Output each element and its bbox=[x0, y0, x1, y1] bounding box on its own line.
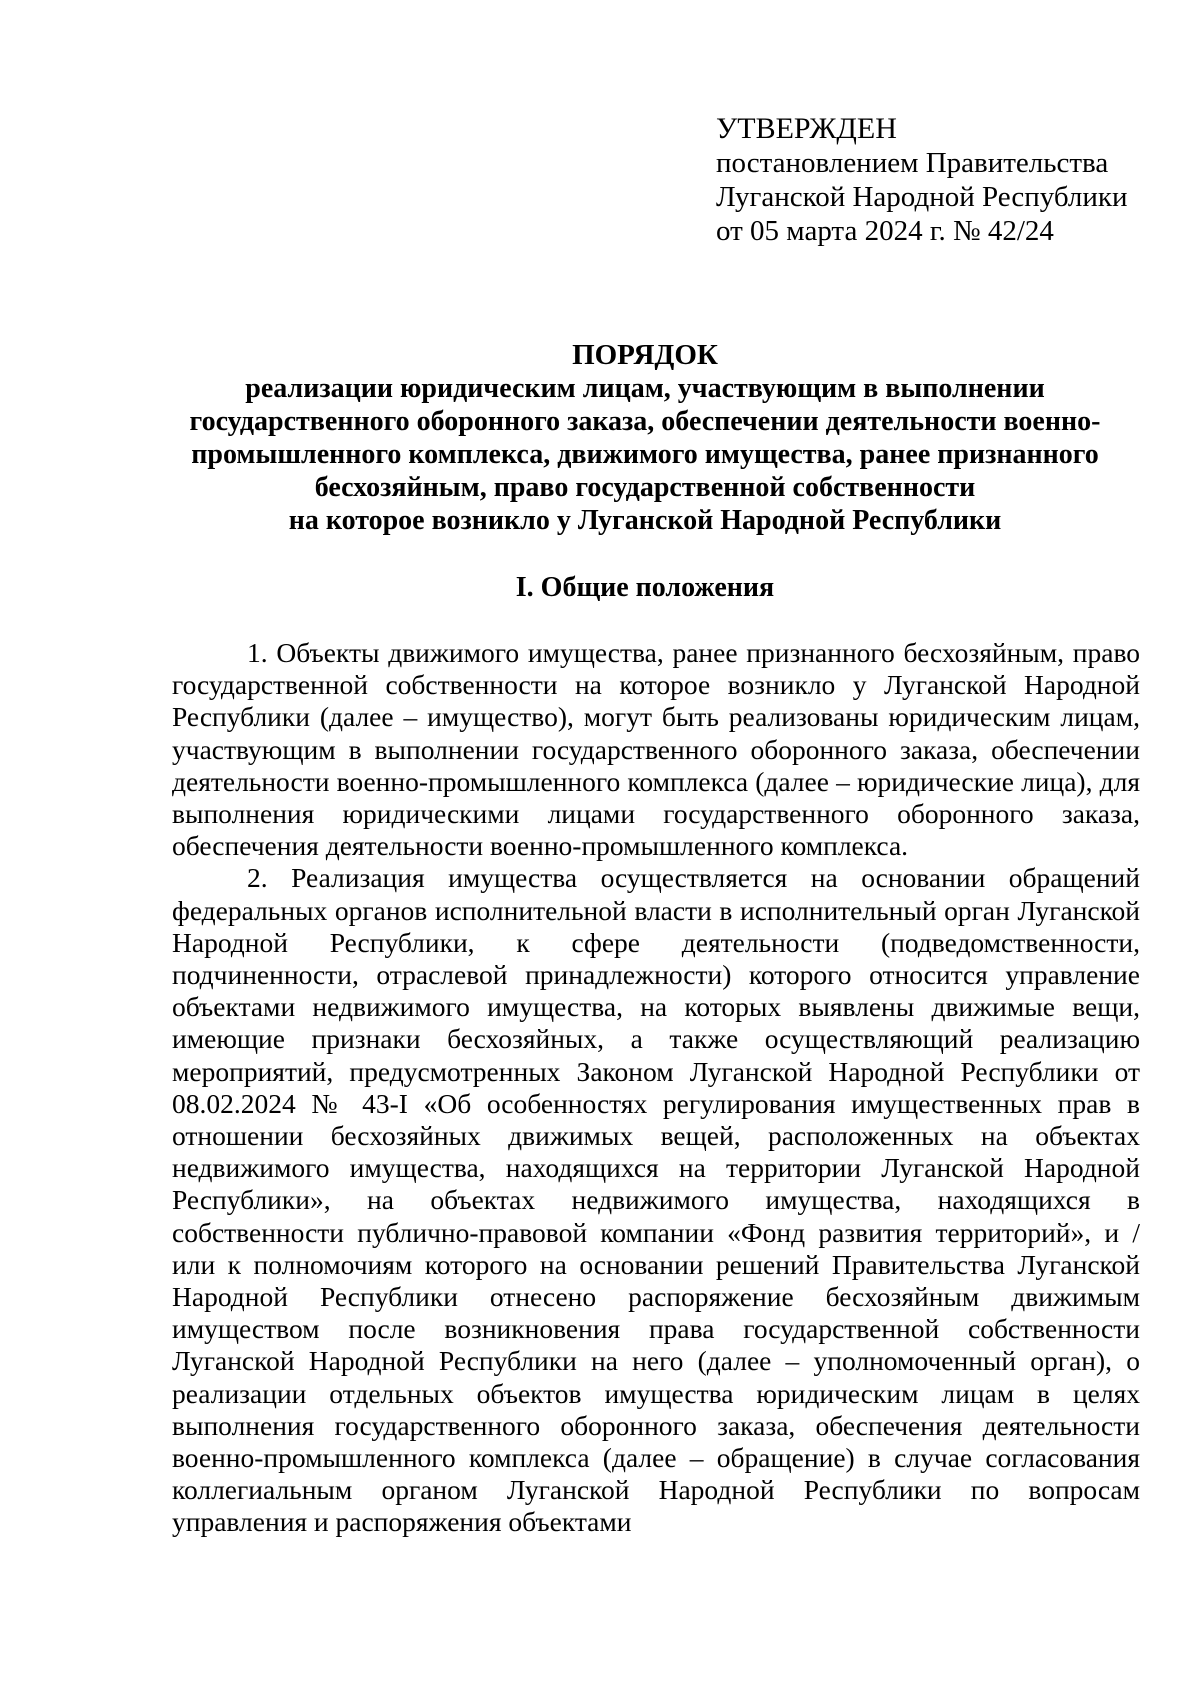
paragraph: 1. Объекты движимого имущества, ранее признанного бесхозяйным, право государственной собственности на которое возникло у Луганской Народной Республики (далее – имущество), могут быть реализованы юридическим лицам, участвующим в выполнении государственного оборонного заказа, обеспечении деятельности военно-промышленного комплекса (далее – юридические лица), для выполнения юридическими лицами государственного оборонного заказа, обеспечения деятельности военно-промышленного комплекса. bbox=[172, 637, 1140, 862]
document-title-block bbox=[150, 339, 1140, 537]
document-body bbox=[172, 637, 1140, 1539]
document-subtitle-line: бесхозяйным, право государственной собственности bbox=[314, 472, 976, 503]
document-subtitle-line: промышленного комплекса, движимого имущества, ранее признанного bbox=[191, 439, 1099, 470]
document-subtitle-line: на которое возникло у Луганской Народной Республики bbox=[288, 505, 1002, 536]
section-heading: I. Общие положения bbox=[515, 572, 775, 603]
document-title: ПОРЯДОК bbox=[572, 339, 718, 371]
document-subtitle-line: государственного оборонного заказа, обеспечении деятельности военно- bbox=[189, 406, 1101, 437]
approval-line: Луганской Народной Республики bbox=[716, 181, 1128, 213]
approval-line: от 05 марта 2024 г. № 42/24 bbox=[716, 215, 1054, 247]
paragraph: 2. Реализация имущества осуществляется на основании обращений федеральных органов исполнительной власти в исполнительный орган Луганской Народной Республики, к сфере деятельности (подведомственности, подчиненности, отраслевой принадлежности) которого относится управление объектами недвижимого имущества, на которых выявлены движимые вещи, имеющие признаки бесхозяйных, а также осуществляющий реализацию мероприятий, предусмотренных Законом Луганской Народной Республики от 08.02.2024 № 43-I «Об особенностях регулирования имущественных прав в отношении бесхозяйных движимых вещей, расположенных на объектах недвижимого имущества, находящихся на территории Луганской Народной Республики», на объектах недвижимого имущества, находящихся в собственности публично-правовой компании «Фонд развития территорий», и / или к полномочиям которого на основании решений Правительства Луганской Народной Республики отнесено распоряжение бесхозяйным движимым имуществом после возникновения права государственной собственности Луганской Народной Республики на него (далее – уполномоченный орган), о реализации отдельных объектов имущества юридическим лицам в целях выполнения государственного оборонного заказа, обеспечения деятельности военно-промышленного комплекса (далее – обращение) в случае согласования коллегиальным органом Луганской Народной Республики по вопросам управления и распоряжения объектами bbox=[172, 862, 1140, 1538]
approval-title: УТВЕРЖДЕН bbox=[716, 112, 897, 145]
document-subtitle-line: реализации юридическим лицам, участвующим в выполнении bbox=[245, 373, 1045, 404]
approval-line: постановлением Правительства bbox=[716, 147, 1109, 179]
approval-stamp bbox=[716, 112, 1156, 248]
